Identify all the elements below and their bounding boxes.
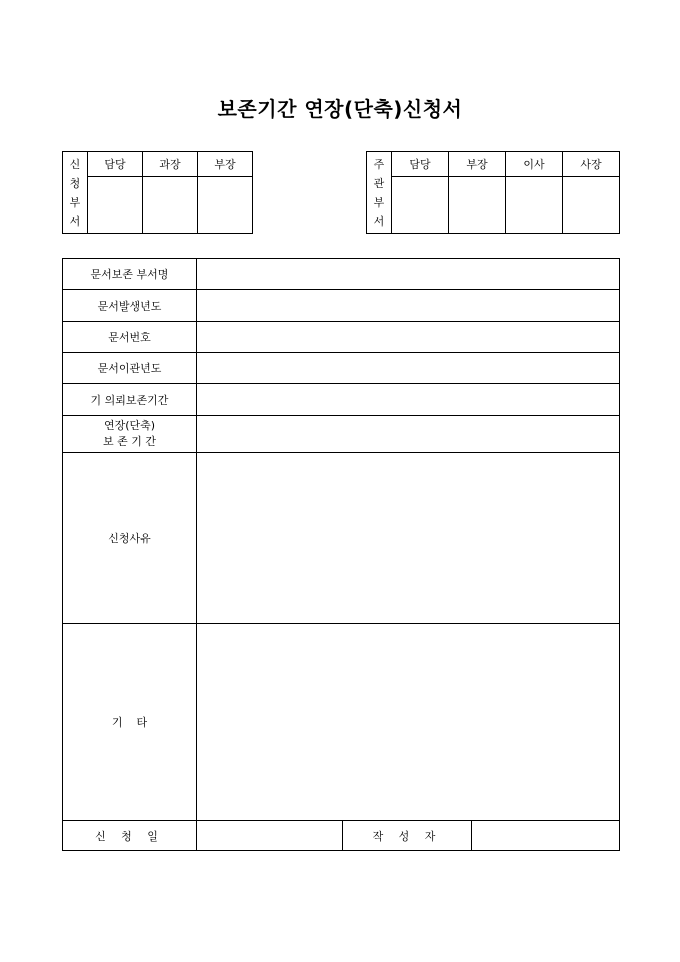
transfer-year-field[interactable] bbox=[197, 353, 620, 384]
host-col-dept-head: 부장 bbox=[449, 152, 506, 177]
applicant-col-section-chief: 과장 bbox=[143, 152, 198, 177]
other-label: 기 타 bbox=[63, 624, 197, 821]
transfer-year-label: 문서이관년도 bbox=[63, 353, 197, 384]
host-sign-director[interactable] bbox=[506, 177, 563, 234]
other-field[interactable] bbox=[197, 624, 620, 821]
applicant-approval-table bbox=[62, 151, 253, 234]
applicant-sign-section-chief[interactable] bbox=[143, 177, 198, 234]
applicant-sign-staff[interactable] bbox=[88, 177, 143, 234]
host-col-staff: 담당 bbox=[392, 152, 449, 177]
apply-date-field[interactable] bbox=[197, 821, 343, 851]
host-sign-dept-head[interactable] bbox=[449, 177, 506, 234]
host-sign-staff[interactable] bbox=[392, 177, 449, 234]
apply-date-label: 신 청 일 bbox=[63, 821, 197, 851]
doc-number-label: 문서번호 bbox=[63, 322, 197, 353]
ext-period-label-line1: 연장(단축) bbox=[103, 419, 156, 432]
dept-name-label: 문서보존 부서명 bbox=[63, 259, 197, 290]
application-form-table bbox=[62, 258, 620, 851]
host-col-president: 사장 bbox=[563, 152, 620, 177]
writer-field[interactable] bbox=[472, 821, 620, 851]
applicant-sign-dept-head[interactable] bbox=[198, 177, 253, 234]
reason-label: 신청사유 bbox=[63, 453, 197, 624]
ext-period-label-line2: 보 존 기 간 bbox=[103, 435, 156, 448]
applicant-dept-label: 신 청 부 서 bbox=[63, 152, 88, 234]
applicant-col-staff: 담당 bbox=[88, 152, 143, 177]
ext-period-label bbox=[63, 416, 197, 453]
host-col-director: 이사 bbox=[506, 152, 563, 177]
host-approval-table bbox=[366, 151, 620, 234]
prev-period-field[interactable] bbox=[197, 384, 620, 416]
dept-name-field[interactable] bbox=[197, 259, 620, 290]
doc-number-field[interactable] bbox=[197, 322, 620, 353]
host-sign-president[interactable] bbox=[563, 177, 620, 234]
ext-period-field[interactable] bbox=[197, 416, 620, 453]
creation-year-label: 문서발생년도 bbox=[63, 290, 197, 322]
page-title: 보존기간 연장(단축)신청서 bbox=[217, 97, 463, 121]
host-dept-label: 주 관 부 서 bbox=[367, 152, 392, 234]
prev-period-label: 기 의뢰보존기간 bbox=[63, 384, 197, 416]
creation-year-field[interactable] bbox=[197, 290, 620, 322]
reason-field[interactable] bbox=[197, 453, 620, 624]
applicant-col-dept-head: 부장 bbox=[198, 152, 253, 177]
writer-label: 작 성 자 bbox=[343, 821, 472, 851]
